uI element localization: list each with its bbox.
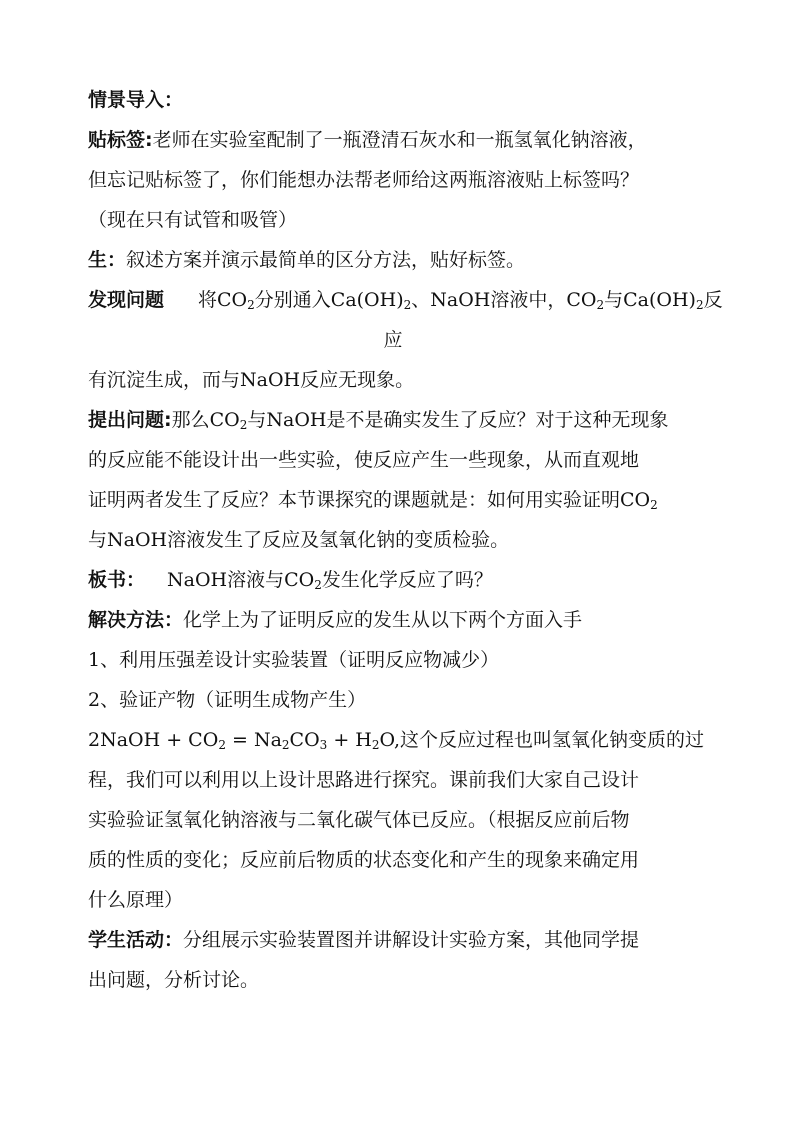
equation-sub-c: 3 bbox=[319, 738, 328, 752]
text-board-a: NaOH溶液与CO bbox=[167, 569, 315, 591]
equation-part-a: 2NaOH + CO bbox=[88, 729, 219, 751]
equation-sub-d: 2 bbox=[371, 738, 380, 752]
label-discover: 发现问题 bbox=[88, 289, 165, 311]
equation-sub-a: 2 bbox=[218, 738, 226, 752]
paragraph-question-line-4: 与NaOH溶液发生了反应及氢氧化钠的变质检验。 bbox=[88, 529, 510, 551]
text-discover-a: 将CO bbox=[198, 289, 248, 311]
paragraph-equation-line-3: 实验验证氢氧化钠溶液与二氧化碳气体已反应。（根据反应前后物 bbox=[88, 809, 630, 831]
list-item-1: 1、利用压强差设计实验装置（证明反应物减少） bbox=[88, 649, 500, 671]
label-board: 板书： bbox=[88, 569, 146, 591]
text-question-a: 那么CO bbox=[171, 409, 240, 431]
text-discover-d: 与Ca(OH) bbox=[604, 289, 696, 311]
paragraph-discover-line-2: 应 bbox=[383, 329, 403, 351]
label-student: 生： bbox=[88, 249, 127, 271]
text-solution: 化学上为了证明反应的发生从以下两个方面入手 bbox=[183, 609, 583, 631]
text-question-l3: 证明两者发生了反应？本节课探究的课题就是：如何用实验证明CO bbox=[88, 489, 651, 511]
sub-question-l3: 2 bbox=[650, 498, 658, 512]
section-heading: 情景导入： bbox=[88, 89, 184, 111]
sub-discover-b: 2 bbox=[403, 298, 412, 312]
text-discover-c: 、NaOH溶液中，CO bbox=[411, 289, 597, 311]
paragraph-equation-line-2: 程，我们可以利用以上设计思路进行探究。课前我们大家自己设计 bbox=[88, 769, 640, 791]
text-discover-e: 反 bbox=[703, 289, 723, 311]
paragraph-question-line-2: 的反应能不能设计出一些实验，使反应产生一些现象，从而直观地 bbox=[88, 449, 640, 471]
text-student: 叙述方案并演示最简单的区分方法，贴好标签。 bbox=[126, 249, 526, 271]
paragraph-equation-line-5: 什么原理） bbox=[88, 889, 184, 911]
equation-part-e: O, bbox=[379, 729, 401, 751]
paragraph-activity-line-2: 出问题，分析讨论。 bbox=[88, 969, 260, 991]
text-board-b: 发生化学反应了吗？ bbox=[321, 569, 493, 591]
paragraph-question-line-1 bbox=[88, 400, 708, 440]
sub-discover-d: 2 bbox=[695, 298, 704, 312]
sub-question-a: 2 bbox=[239, 418, 248, 432]
label-question: 提出问题: bbox=[88, 409, 172, 431]
equation-part-b: = Na bbox=[225, 729, 282, 751]
text-activity-1: 分组展示实验装置图并讲解设计实验方案，其他同学提 bbox=[183, 929, 640, 951]
equation-part-c: CO bbox=[289, 729, 320, 751]
paragraph-solution bbox=[88, 600, 708, 640]
label-solution: 解决方法： bbox=[88, 609, 184, 631]
list-item-2: 2、验证产物（证明生成物产生） bbox=[88, 689, 367, 711]
paragraph-label-tag-line-2: 但忘记贴标签了，你们能想办法帮老师给这两瓶溶液贴上标签吗？ bbox=[88, 169, 640, 191]
text-question-b: 与NaOH是不是确实发生了反应？对于这种无现象 bbox=[247, 409, 669, 431]
text-tag-1: 老师在实验室配制了一瓶澄清石灰水和一瓶氢氧化钠溶液， bbox=[152, 129, 647, 151]
paragraph-label-tag-line-3: （现在只有试管和吸管） bbox=[88, 209, 298, 231]
paragraph-discover-line-3: 有沉淀生成，而与NaOH反应无现象。 bbox=[88, 369, 415, 391]
paragraph-activity-line-1 bbox=[88, 920, 708, 960]
paragraph-equation-line-1 bbox=[88, 720, 708, 760]
equation-part-d: + H bbox=[327, 729, 372, 751]
paragraph-board bbox=[88, 560, 708, 600]
paragraph-question-line-3 bbox=[88, 480, 708, 520]
paragraph-equation-line-4: 质的性质的变化；反应前后物质的状态变化和产生的现象来确定用 bbox=[88, 849, 640, 871]
sub-discover-c: 2 bbox=[596, 298, 605, 312]
label-activity: 学生活动： bbox=[88, 929, 184, 951]
label-tag: 贴标签: bbox=[88, 129, 153, 151]
sub-board-a: 2 bbox=[314, 578, 322, 592]
paragraph-discover-line-1 bbox=[88, 280, 723, 320]
text-equation-rest: 这个反应过程也叫氢氧化钠变质的过 bbox=[400, 729, 705, 751]
paragraph-student bbox=[88, 240, 708, 280]
text-discover-b: 分别通入Ca(OH) bbox=[254, 289, 404, 311]
paragraph-label-tag-line-1 bbox=[88, 120, 708, 160]
equation-sub-b: 2 bbox=[281, 738, 290, 752]
sub-discover-a: 2 bbox=[247, 298, 255, 312]
